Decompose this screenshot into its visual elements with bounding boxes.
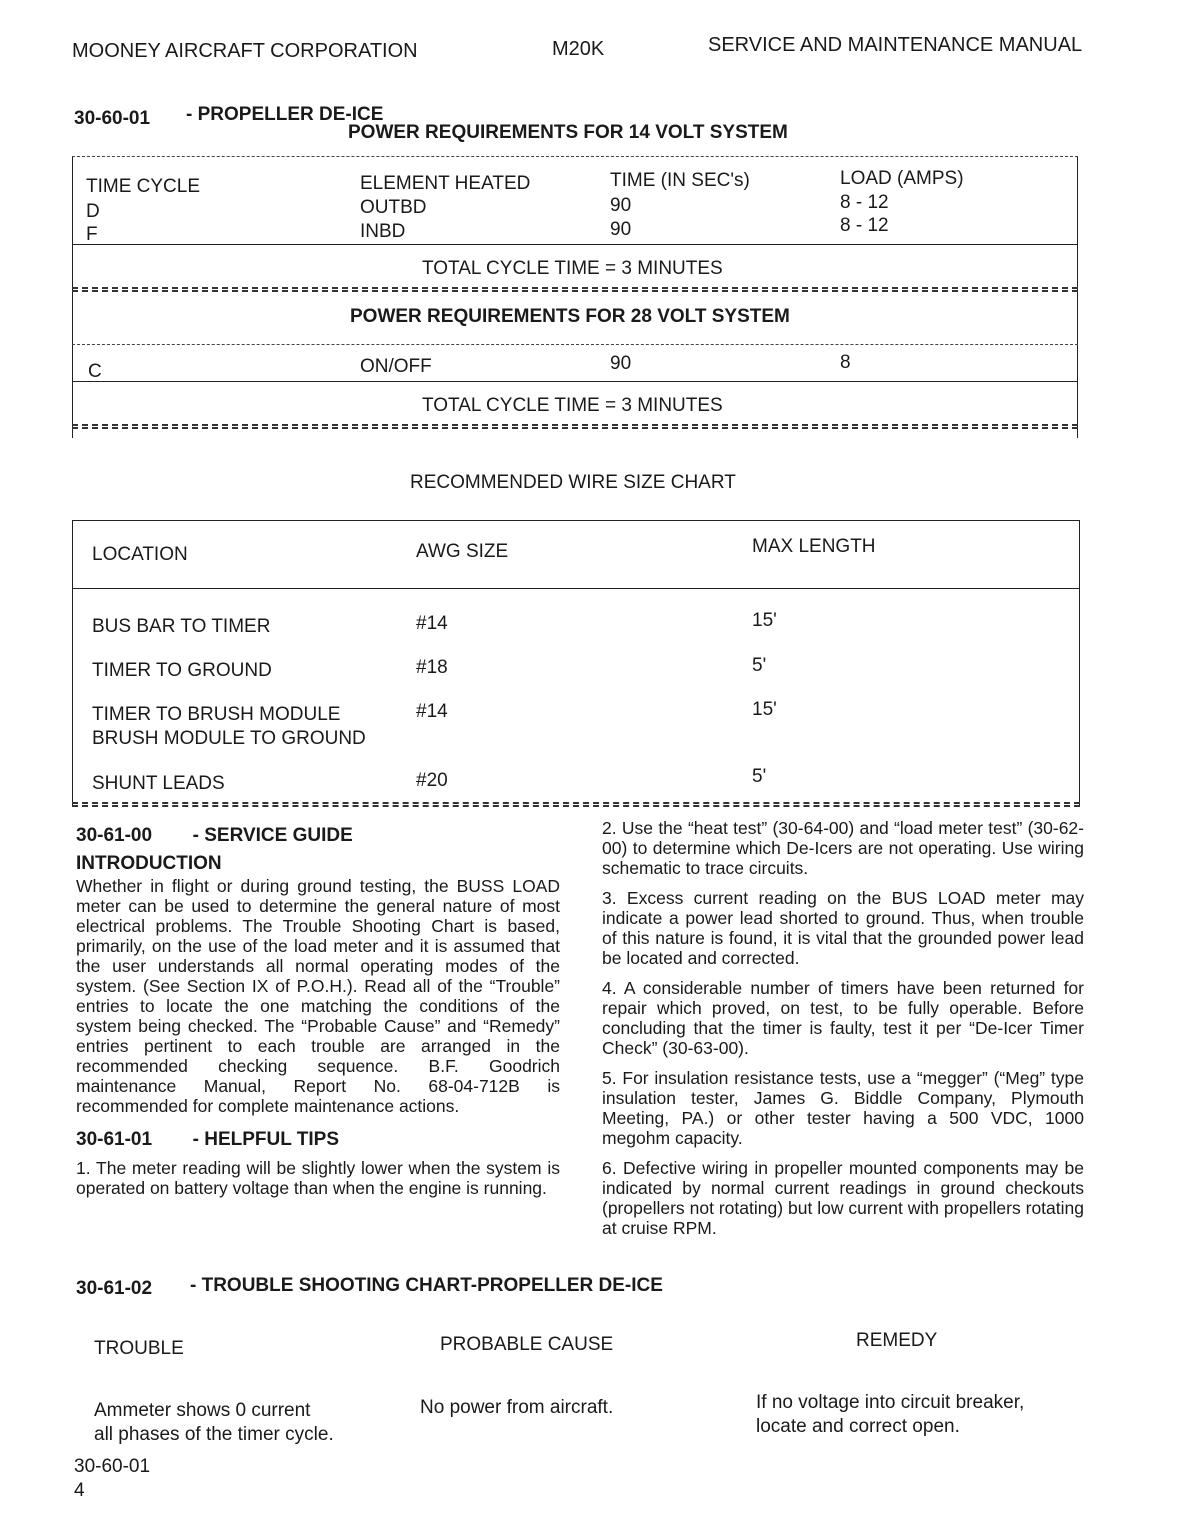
wire-row-1-location: BUS BAR TO TIMER <box>92 616 271 637</box>
wire-row-3-location: TIMER TO BRUSH MODULE <box>92 704 341 725</box>
row-d-load: 8 - 12 <box>840 192 889 213</box>
row-c-time: 90 <box>610 353 632 374</box>
row-c-cycle: C <box>88 361 102 382</box>
helpful-tips-title: - HELPFUL TIPS <box>192 1129 340 1150</box>
table28-title: POWER REQUIREMENTS FOR 28 VOLT SYSTEM <box>350 306 790 327</box>
wire-row-3-length: 15' <box>752 699 777 720</box>
double-divider <box>72 424 1078 429</box>
footer-page: 4 <box>74 1480 85 1501</box>
wire-row-2-location: TIMER TO GROUND <box>92 660 272 681</box>
introduction-heading: INTRODUCTION <box>76 853 222 874</box>
row-d-cycle: D <box>86 201 100 222</box>
wire-row-3-awg: #14 <box>416 701 448 722</box>
service-guide-heading <box>76 826 560 846</box>
double-divider <box>72 802 1080 807</box>
divider <box>72 156 1078 157</box>
wire-chart-title: RECOMMENDED WIRE SIZE CHART <box>410 472 736 493</box>
divider <box>72 381 1078 382</box>
wire-row-4-location: SHUNT LEADS <box>92 773 225 794</box>
row-d-time: 90 <box>610 195 632 216</box>
header-company: MOONEY AIRCRAFT CORPORATION <box>72 40 418 62</box>
wire-row-2-awg: #18 <box>416 657 448 678</box>
right-column <box>602 818 1084 1248</box>
trouble-row-1-line-2: all phases of the timer cycle. <box>94 1424 334 1445</box>
divider <box>72 588 1080 589</box>
tip-1: 1. The meter reading will be slightly lower when the system is operated on battery voltage than when the engine is running. <box>76 1158 560 1198</box>
section-title: - PROPELLER DE-ICE <box>186 104 384 125</box>
service-guide-title: - SERVICE GUIDE <box>192 825 353 846</box>
total-cycle-14v: TOTAL CYCLE TIME = 3 MINUTES <box>422 258 723 279</box>
trouble-row-1-cause: No power from aircraft. <box>420 1397 614 1418</box>
col-load-amps: LOAD (AMPS) <box>840 168 964 189</box>
helpful-tips-heading <box>76 1130 560 1150</box>
service-guide-number: 30-61-00 <box>76 825 153 846</box>
total-cycle-28v: TOTAL CYCLE TIME = 3 MINUTES <box>422 395 723 416</box>
tip-4: 4. A considerable number of timers have been returned for repair which proved, on test, to be fully operable. Before concluding that the timer is faulty, test it per “De-Icer Timer Check” (30-63-00). <box>602 978 1084 1058</box>
row-c-element: ON/OFF <box>360 356 432 377</box>
trouble-row-1-line-1: Ammeter shows 0 current <box>94 1400 311 1421</box>
divider <box>72 244 1078 245</box>
col-time-sec: TIME (IN SEC's) <box>610 170 750 191</box>
row-d-element: OUTBD <box>360 197 427 218</box>
col-element-heated: ELEMENT HEATED <box>360 173 531 194</box>
header-manual-title: SERVICE AND MAINTENANCE MANUAL <box>708 34 1083 56</box>
col-location: LOCATION <box>92 544 188 565</box>
left-column <box>76 826 560 1208</box>
row-f-time: 90 <box>610 219 632 240</box>
col-max-length: MAX LENGTH <box>752 536 876 557</box>
wire-row-3-location-2: BRUSH MODULE TO GROUND <box>92 728 366 749</box>
col-trouble: TROUBLE <box>94 1338 184 1359</box>
col-time-cycle: TIME CYCLE <box>86 176 201 197</box>
divider <box>72 520 1080 521</box>
trouble-chart-title: - TROUBLE SHOOTING CHART-PROPELLER DE-ICE <box>190 1275 663 1296</box>
wire-row-2-length: 5' <box>752 655 767 676</box>
tip-3: 3. Excess current reading on the BUS LOAD meter may indicate a power lead shorted to ground. Thus, when trouble of this nature is found, it is vital that the grounded power lead be located and corrected. <box>602 888 1084 968</box>
table14-title: POWER REQUIREMENTS FOR 14 VOLT SYSTEM <box>348 122 788 143</box>
tip-5: 5. For insulation resistance tests, use a “megger” (“Meg” type insulation tester, James G. Biddle Company, Plymouth Meeting, PA.) or other tester having a 500 VDC, 1000 megohm capacity. <box>602 1068 1084 1148</box>
double-divider <box>72 287 1078 292</box>
col-remedy: REMEDY <box>856 1330 938 1351</box>
helpful-tips-number: 30-61-01 <box>76 1129 153 1150</box>
row-f-element: INBD <box>360 221 406 242</box>
trouble-row-1-remedy-2: locate and correct open. <box>756 1416 960 1437</box>
tip-2: 2. Use the “heat test” (30-64-00) and “load meter test” (30-62-00) to determine which De-Icers are not operating. Use wiring schematic to trace circuits. <box>602 818 1084 878</box>
wire-row-4-awg: #20 <box>416 770 448 791</box>
introduction-text: Whether in flight or during ground testing, the BUSS LOAD meter can be used to determine the general nature of most electrical problems. The Trouble Shooting Chart is based, primarily, on the use of the load meter and it is assumed that the user understands all normal operating modes of the system. (See Section IX of P.O.H.). Read all of the “Trouble” entries to locate the one matching the conditions of the system being checked. The “Probable Cause” and “Remedy” entries pertinent to each trouble are arranged in the recommended checking sequence. B.F. Goodrich maintenance Manual, Report No. 68-04-712B is recommended for complete maintenance actions. <box>76 876 560 1116</box>
row-f-load: 8 - 12 <box>840 215 889 236</box>
tip-6: 6. Defective wiring in propeller mounted components may be indicated by normal current readings in ground checkouts (propellers not rotating) but low current with propellers rotating at cruise RPM. <box>602 1158 1084 1238</box>
wire-row-4-length: 5' <box>752 766 767 787</box>
row-f-cycle: F <box>86 224 98 245</box>
footer-section: 30-60-01 <box>74 1456 151 1477</box>
trouble-row-1-remedy-1: If no voltage into circuit breaker, <box>756 1392 1025 1413</box>
wire-row-1-awg: #14 <box>416 613 448 634</box>
row-c-load: 8 <box>840 352 851 373</box>
trouble-chart-number: 30-61-02 <box>76 1278 153 1299</box>
header-model: M20K <box>552 38 605 60</box>
divider <box>72 344 1078 345</box>
col-awg-size: AWG SIZE <box>416 541 509 562</box>
section-number: 30-60-01 <box>74 108 151 129</box>
wire-row-1-length: 15' <box>752 610 777 631</box>
col-probable-cause: PROBABLE CAUSE <box>440 1334 614 1355</box>
